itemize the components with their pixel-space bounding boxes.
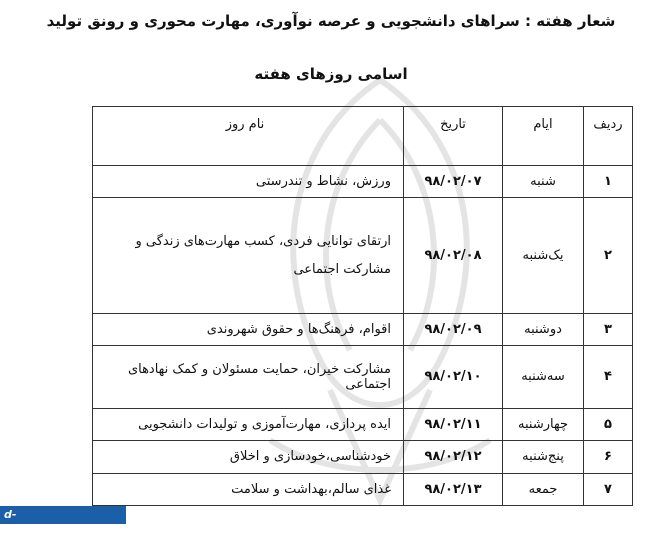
page-title: اسامی روزهای هفته [254, 65, 408, 83]
week-days-table [92, 106, 633, 506]
site-footer-link[interactable]: d-shahrood.nus.ac.ir [0, 506, 126, 524]
row-number: ۲ [584, 198, 633, 313]
row-number: ۷ [584, 473, 633, 505]
header-row-number: ردیف [584, 107, 633, 166]
row-day: یک‌شنبه [503, 198, 584, 313]
table-row [93, 313, 633, 345]
row-day: پنج‌شنبه [503, 441, 584, 473]
table-row [93, 473, 633, 505]
header-day: ایام [503, 107, 584, 166]
row-date: ۹۸/۰۲/۰۹ [404, 313, 503, 345]
row-date: ۹۸/۰۲/۱۰ [404, 346, 503, 409]
row-number: ۴ [584, 346, 633, 409]
header-day-name: نام روز [93, 107, 404, 166]
row-day-name: مشارکت خیران، حمایت مسئولان و کمک نهادهای اجتماعی [93, 346, 404, 409]
row-day: شنبه [503, 166, 584, 198]
row-day-name: خودشناسی،خودسازی و اخلاق [93, 441, 404, 473]
row-day-name: ورزش، نشاط و تندرستی [93, 166, 404, 198]
row-date: ۹۸/۰۲/۰۸ [404, 198, 503, 313]
row-date: ۹۸/۰۲/۰۷ [404, 166, 503, 198]
row-date: ۹۸/۰۲/۱۱ [404, 408, 503, 440]
table-row [93, 166, 633, 198]
row-day: دوشنبه [503, 313, 584, 345]
table-row [93, 346, 633, 409]
row-day-name: اقوام، فرهنگ‌ها و حقوق شهروندی [93, 313, 404, 345]
table-row [93, 441, 633, 473]
row-date: ۹۸/۰۲/۱۳ [404, 473, 503, 505]
table-row [93, 198, 633, 313]
row-number: ۳ [584, 313, 633, 345]
row-day-name: ارتقای توانایی فردی، کسب مهارت‌های زندگی و مشارکت اجتماعی [93, 198, 404, 313]
table-header-row [93, 107, 633, 166]
row-day-name: ایده پردازی، مهارت‌آموزی و تولیدات دانشجویی [93, 408, 404, 440]
row-date: ۹۸/۰۲/۱۲ [404, 441, 503, 473]
week-slogan: شعار هفته : سراهای دانشجویی و عرصه نوآوری، مهارت محوری و رونق تولید [46, 12, 616, 30]
row-day: جمعه [503, 473, 584, 505]
header-date: تاریخ [404, 107, 503, 166]
row-number: ۵ [584, 408, 633, 440]
row-day: چهارشنبه [503, 408, 584, 440]
row-day-name: غذای سالم،بهداشت و سلامت [93, 473, 404, 505]
table-row [93, 408, 633, 440]
row-number: ۱ [584, 166, 633, 198]
row-number: ۶ [584, 441, 633, 473]
row-day: سه‌شنبه [503, 346, 584, 409]
